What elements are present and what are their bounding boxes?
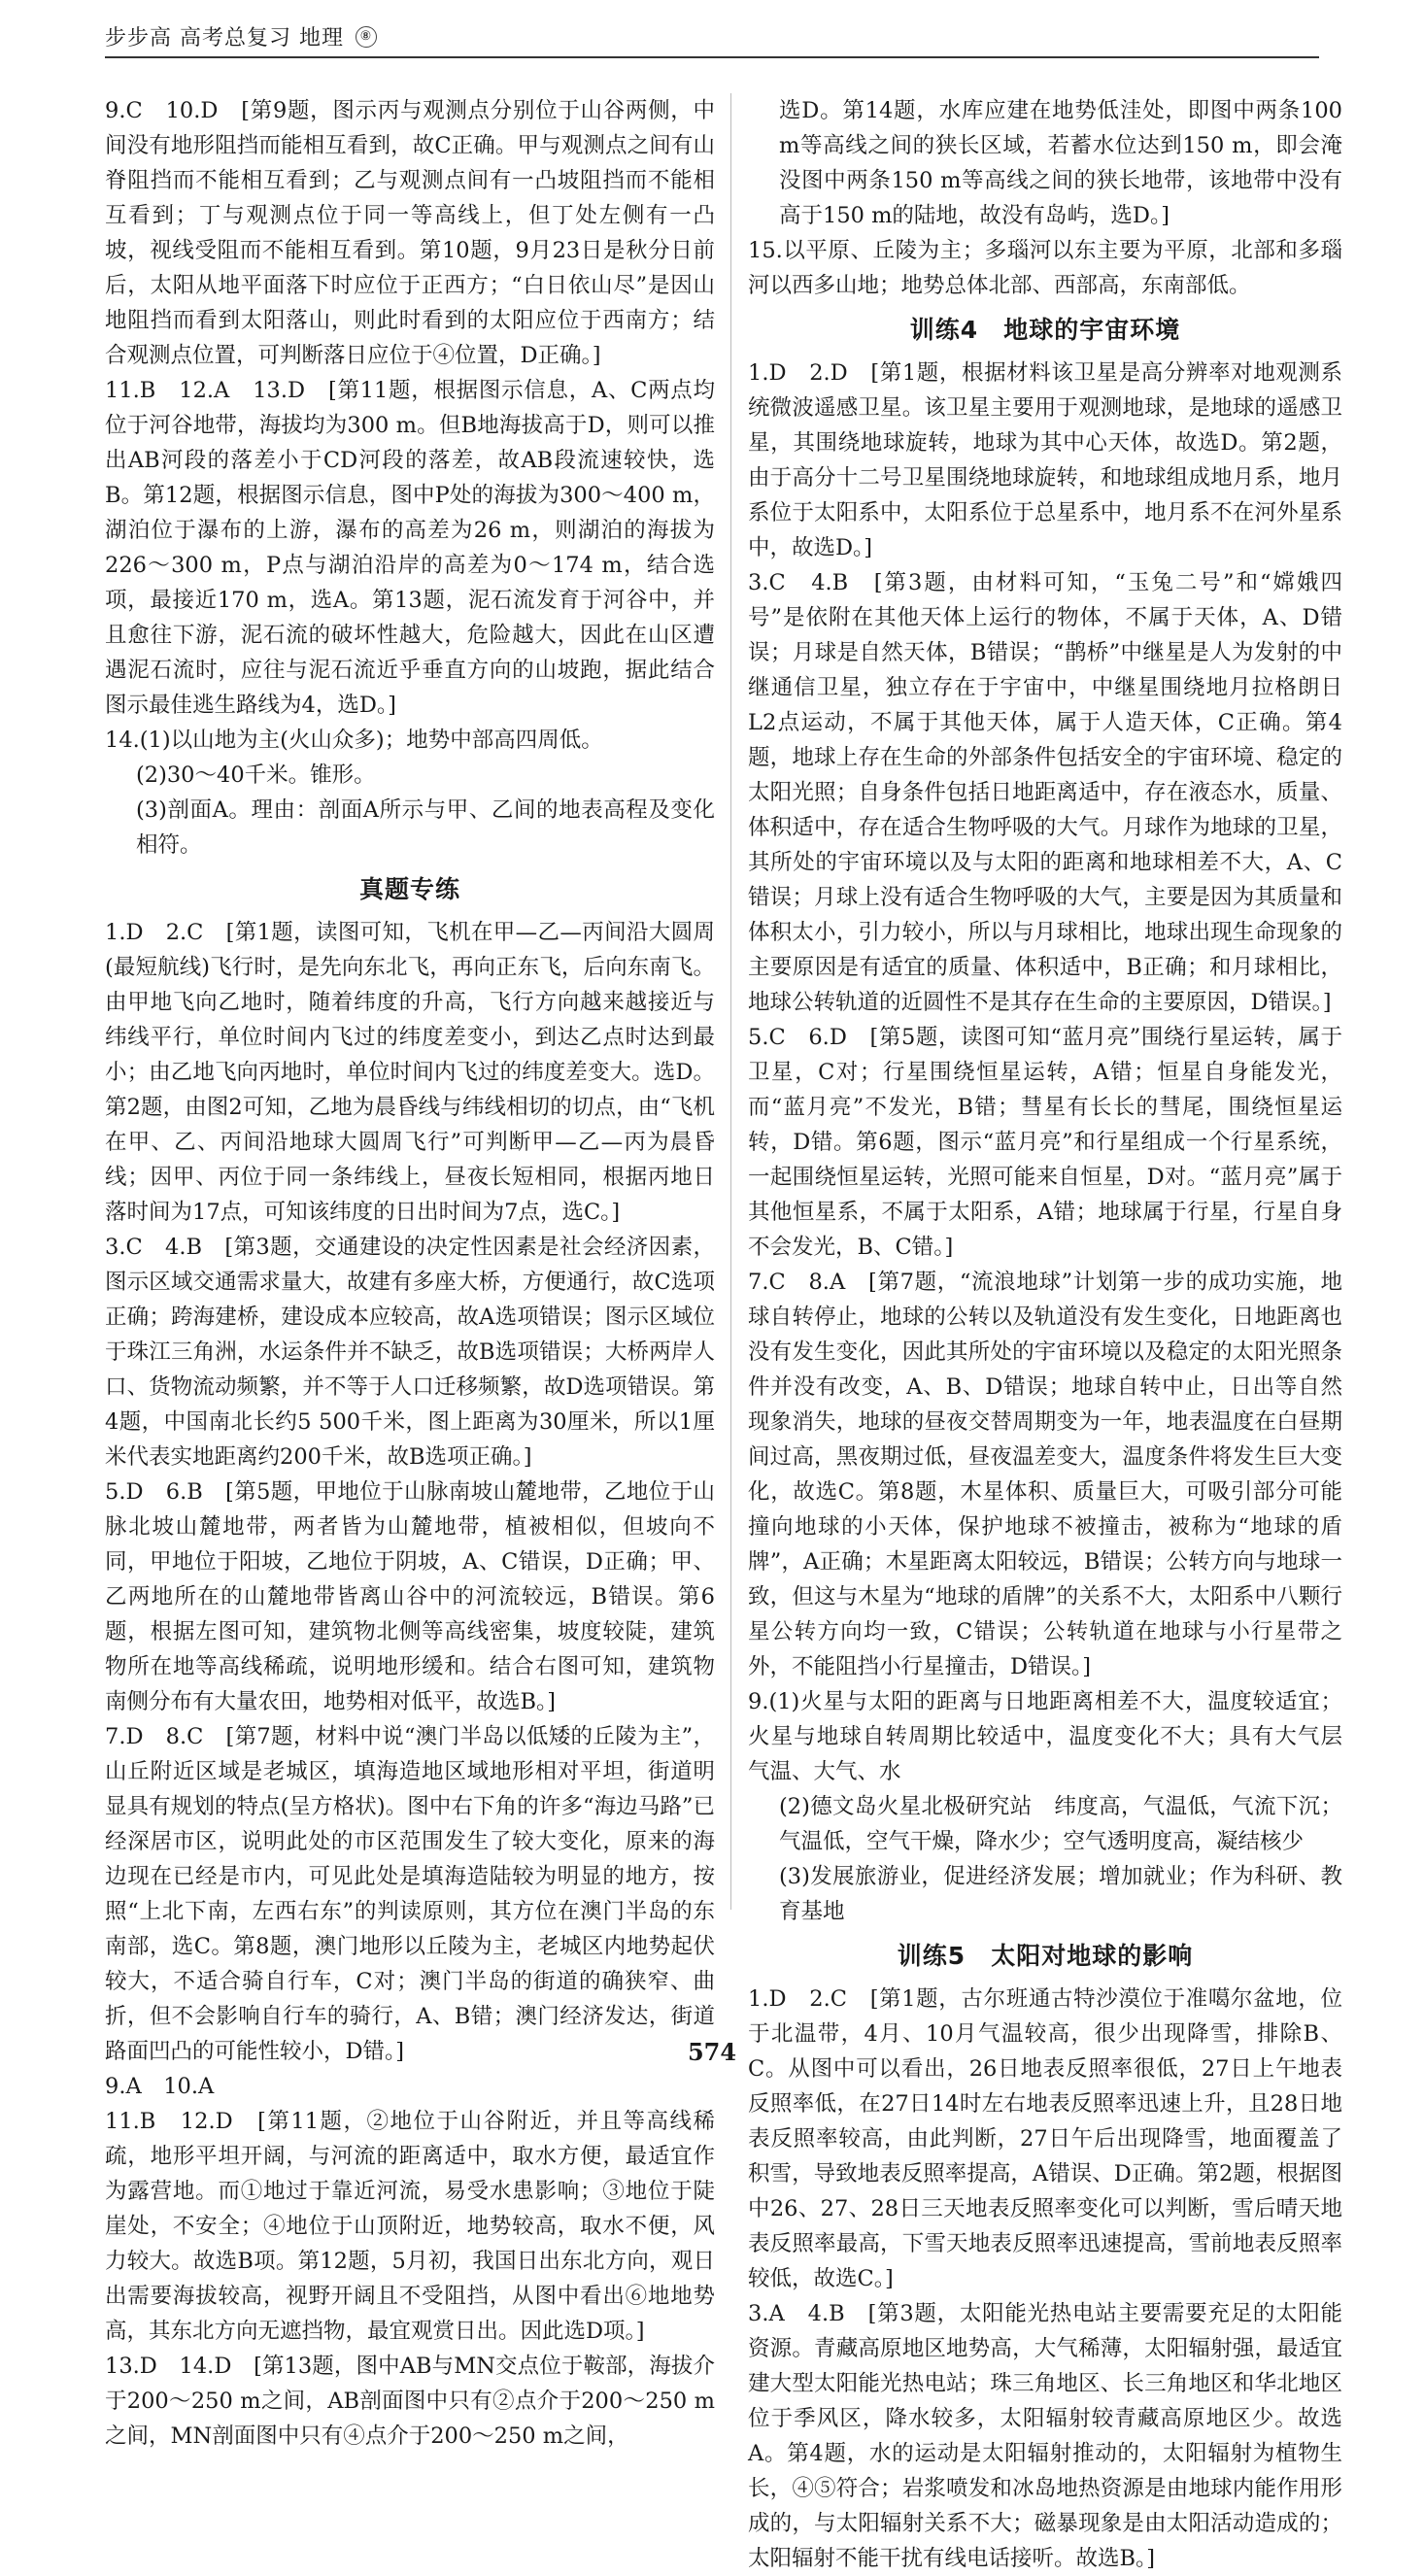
- left-column: [105, 93, 715, 2454]
- answer-paragraph: 9.A 10.A: [105, 2074, 215, 2099]
- answer-paragraph: 3.A 4.B [第3题，太阳能光热电站主要需要充足的太阳能资源。青藏高原地区地势高，大气稀薄，太阳辐射强，最适宜建大型太阳能光热电站；珠三角地区、长三角地区和华北地区位于季风区，降水较多，太阳辐射较青藏高原地区少。故选A。第4题，水的运动是太阳辐射推动的，太阳辐射为植物生长，④⑤符合；岩浆喷发和冰岛地热资源是由地球内能作用形成的，与太阳辐射关系不大；磁暴现象是由太阳活动造成的；太阳辐射不能干扰有线电话接听。故选B。]: [748, 2301, 1342, 2571]
- answer-paragraph: 15.以平原、丘陵为主；多瑙河以东主要为平原，北部和多瑙河以西多山地；地势总体北部、西部高，东南部低。: [748, 238, 1342, 298]
- running-header: [105, 21, 377, 51]
- answer-paragraph: 3.C 4.B [第3题，交通建设的决定性因素是社会经济因素，图示区域交通需求量大，故建有多座大桥，方便通行，故C选项正确；跨海建桥，建设成本应较高，故A选项错误；图示区域位于珠江三角洲，水运条件并不缺乏，故B选项错误；大桥两岸人口、货物流动频繁，并不等于人口迁移频繁，故D选项错误。第4题，中国南北长约5 500千米，图上距离为30厘米，所以1厘米代表实地距离约200千米，故B选项正确。]: [105, 1235, 715, 1470]
- answer-subitem: (3)发展旅游业，促进经济发展；增加就业；作为科研、教育基地: [779, 1864, 1342, 1924]
- section-title: 训练4 地球的宇宙环境: [909, 316, 1181, 344]
- edition-badge-icon: ⑧: [356, 26, 377, 48]
- answer-paragraph: 13.D 14.D [第13题，图中AB与MN交点位于鞍部，海拔介于200～250 m之间，AB剖面图中只有②点介于200～250 m之间，MN剖面图中只有④点介于200～250 m之间，: [105, 2354, 715, 2449]
- answer-subitem: (3)剖面A。理由：剖面A所示与甲、乙间的地表高程及变化相符。: [136, 797, 715, 858]
- answer-paragraph: 5.C 6.D [第5题，读图可知“蓝月亮”围绕行星运转，属于卫星，C对；行星围绕恒星运转，A错；恒星自身能发光，而“蓝月亮”不发光，B错；彗星有长长的彗尾，围绕恒星运转，D错。第6题，图示“蓝月亮”和行星组成一个行星系统，一起围绕恒星运转，光照可能来自恒星，D对。“蓝月亮”属于其他恒星系，不属于太阳系，A错；地球属于行星，行星自身不会发光，B、C错。]: [748, 1025, 1342, 1260]
- answer-paragraph: 7.D 8.C [第7题，材料中说“澳门半岛以低矮的丘陵为主”，山丘附近区域是老城区，填海造地区域地形相对平坦，街道明显具有规划的特点(呈方格状)。图中右下角的许多“海边马路”已经深居市区，说明此处的市区范围发生了较大变化，原来的海边现在已经是市内，可见此处是填海造陆较为明显的地方，按照“上北下南，左西右东”的判读原则，其方位在澳门半岛的东南部，选C。第8题，澳门地形以丘陵为主，老城区内地势起伏较大，不适合骑自行车，C对；澳门半岛的街道的确狭窄、曲折，但不会影响自行车的骑行，A、B错；澳门经济发达，街道路面凹凸的可能性较小，D错。]: [105, 1724, 715, 2064]
- column-divider: [730, 93, 731, 1910]
- answer-paragraph: 7.C 8.A [第7题，“流浪地球”计划第一步的成功实施，地球自转停止，地球的公转以及轨道没有发生变化，日地距离也没有发生变化，因此其所处的宇宙环境以及稳定的太阳光照条件并没有改变，A、B、D错误；地球自转中止，日出等自然现象消失，地球的昼夜交替周期变为一年，地表温度在白昼期间过高，黑夜期过低，昼夜温差变大，温度条件将发生巨大变化，故选C。第8题，木星体积、质量巨大，可吸引部分可能撞向地球的小天体，保护地球不被撞击，被称为“地球的盾牌”，A正确；木星距离太阳较远，B错误；公转方向与地球一致，但这与木星为“地球的盾牌”的关系不大，太阳系中八颗行星公转方向均一致，C错误；公转轨道在地球与小行星带之外，不能阻挡小行星撞击，D错误。]: [748, 1270, 1342, 1679]
- section-title: 真题专练: [358, 875, 460, 903]
- answer-subitem: 选D。第14题，水库应建在地势低洼处，即图中两条100 m等高线之间的狭长区域，若蓄水位达到150 m，即会淹没图中两条150 m等高线之间的狭长地带，该地带中没有高于150 m的陆地，故没有岛屿，选D。]: [779, 98, 1342, 228]
- answer-subitem: (2)30～40千米。锥形。: [136, 763, 376, 788]
- answer-paragraph: 1.D 2.C [第1题，读图可知，飞机在甲—乙—丙间沿大圆周(最短航线)飞行时，是先向东北飞，再向正东飞，后向东南飞。由甲地飞向乙地时，随着纬度的升高，飞行方向越来越接近与纬线平行，单位时间内飞过的纬度差变小，到达乙点时达到最小；由乙地飞向丙地时，单位时间内飞过的纬度差变大。选D。第2题，由图2可知，乙地为晨昏线与纬线相切的切点，由“飞机在甲、乙、丙间沿地球大圆周飞行”可判断甲—乙—丙为晨昏线；因甲、丙位于同一条纬线上，昼夜长短相同，根据丙地日落时间为17点，可知该纬度的日出时间为7点，选C。]: [105, 920, 715, 1225]
- header-rule: [105, 56, 1319, 58]
- right-column: [748, 93, 1365, 2576]
- answer-paragraph: 9.(1)火星与太阳的距离与日地距离相差不大，温度较适宜；火星与地球自转周期比较适中，温度变化不大；具有大气层 气温、大气、水: [748, 1689, 1365, 1784]
- answer-subitem: (2)德文岛火星北极研究站 纬度高，气温低，气流下沉；气温低，空气干燥，降水少；空气透明度高，凝结核少: [779, 1794, 1342, 1854]
- answer-paragraph: 1.D 2.D [第1题，根据材料该卫星是高分辨率对地观测系统微波遥感卫星。该卫星主要用于观测地球，是地球的遥感卫星，其围绕地球旋转，地球为其中心天体，故选D。第2题，由于高分十二号卫星围绕地球旋转，和地球组成地月系，地月系位于太阳系中，太阳系位于总星系中，地月系不在河外星系中，故选D。]: [748, 360, 1342, 560]
- answer-paragraph: 1.D 2.C [第1题，古尔班通古特沙漠位于准噶尔盆地，位于北温带，4月、10月气温较高，很少出现降雪，排除B、C。从图中可以看出，26日地表反照率很低，27日上午地表反照率低，在27日14时左右地表反照率迅速上升，且28日地表反照率较高，由此判断，27日午后出现降雪，地面覆盖了积雪，导致地表反照率提高，A错误、D正确。第2题，根据图中26、27、28日三天地表反照率变化可以判断，雪后晴天地表反照率最高，下雪天地表反照率迅速提高，雪前地表反照率较低，故选C。]: [748, 1986, 1342, 2291]
- answer-paragraph: 11.B 12.A 13.D [第11题，根据图示信息，A、C两点均位于河谷地带，海拔均为300 m。但B地海拔高于D，则可以推出AB河段的落差小于CD河段的落差，故AB段流速较快，选B。第12题，根据图示信息，图中P处的海拔为300～400 m，湖泊位于瀑布的上游，瀑布的高差为26 m，则湖泊的海拔为226～300 m，P点与湖泊沿岸的高差为0～174 m，结合选项，最接近170 m，选A。第13题，泥石流发育于河谷中，并且愈往下游，泥石流的破坏性越大，危险越大，因此在山区遭遇泥石流时，应往与泥石流近乎垂直方向的山坡跑，据此结合图示最佳逃生路线为4，选D。]: [105, 378, 715, 718]
- section-title: 训练5 太阳对地球的影响: [897, 1942, 1194, 1970]
- answer-paragraph: 11.B 12.D [第11题，②地位于山谷附近，并且等高线稀疏，地形平坦开阔，与河流的距离适中，取水方便，最适宜作为露营地。而①地过于靠近河流，易受水患影响；③地位于陡崖处，不安全；④地位于山顶附近，地势较高，取水不便，风力较大。故选B项。第12题，5月初，我国日出东北方向，观日出需要海拔较高，视野开阔且不受阻挡，从图中看出⑥地地势高，其东北方向无遮挡物，最宜观赏日出。因此选D项。]: [105, 2109, 715, 2344]
- page-number: 574: [687, 2038, 737, 2066]
- answer-paragraph: 14.(1)以山地为主(火山众多)；地势中部高四周低。: [105, 728, 603, 753]
- header-title: 步步高 高考总复习 地理: [105, 26, 344, 51]
- answer-paragraph: 3.C 4.B [第3题，由材料可知，“玉兔二号”和“嫦娥四号”是依附在其他天体上运行的物体，不属于天体，A、D错误；月球是自然天体，B错误；“鹊桥”中继星是人为发射的中继通信卫星，独立存在于宇宙中，中继星围绕地月拉格朗日L2点运动，不属于其他天体，属于人造天体，C正确。第4题，地球上存在生命的外部条件包括安全的宇宙环境、稳定的太阳光照；自身条件包括日地距离适中，存在液态水，质量、体积适中，存在适合生物呼吸的大气。月球作为地球的卫星，其所处的宇宙环境以及与太阳的距离和地球相差不大，A、C错误；月球上没有适合生物呼吸的大气，主要是因为其质量和体积太小，引力较小，所以与月球相比，地球出现生命现象的主要原因是有适宜的质量、体积适中，B正确；和月球相比，地球公转轨道的近圆性不是其存在生命的主要原因，D错误。]: [748, 570, 1342, 1015]
- answer-paragraph: 9.C 10.D [第9题，图示丙与观测点分别位于山谷两侧，中间没有地形阻挡而能相互看到，故C正确。甲与观测点之间有山脊阻挡而不能相互看到；乙与观测点间有一凸坡阻挡而不能相互看到；丁与观测点位于同一等高线上，但丁处左侧有一凸坡，视线受阻而不能相互看到。第10题，9月23日是秋分日前后，太阳从地平面落下时应位于正西方；“白日依山尽”是因山地阻挡而看到太阳落山，则此时看到的太阳应位于西南方；结合观测点位置，可判断落日应位于④位置，D正确。]: [105, 98, 715, 368]
- answer-paragraph: 5.D 6.B [第5题，甲地位于山脉南坡山麓地带，乙地位于山脉北坡山麓地带，两者皆为山麓地带，植被相似，但坡向不同，甲地位于阳坡，乙地位于阴坡，A、C错误，D正确；甲、乙两地所在的山麓地带皆离山谷中的河流较远，B错误。第6题，根据左图可知，建筑物北侧等高线密集，坡度较陡，建筑物所在地等高线稀疏，说明地形缓和。结合右图可知，建筑物南侧分布有大量农田，地势相对低平，故选B。]: [105, 1479, 715, 1714]
